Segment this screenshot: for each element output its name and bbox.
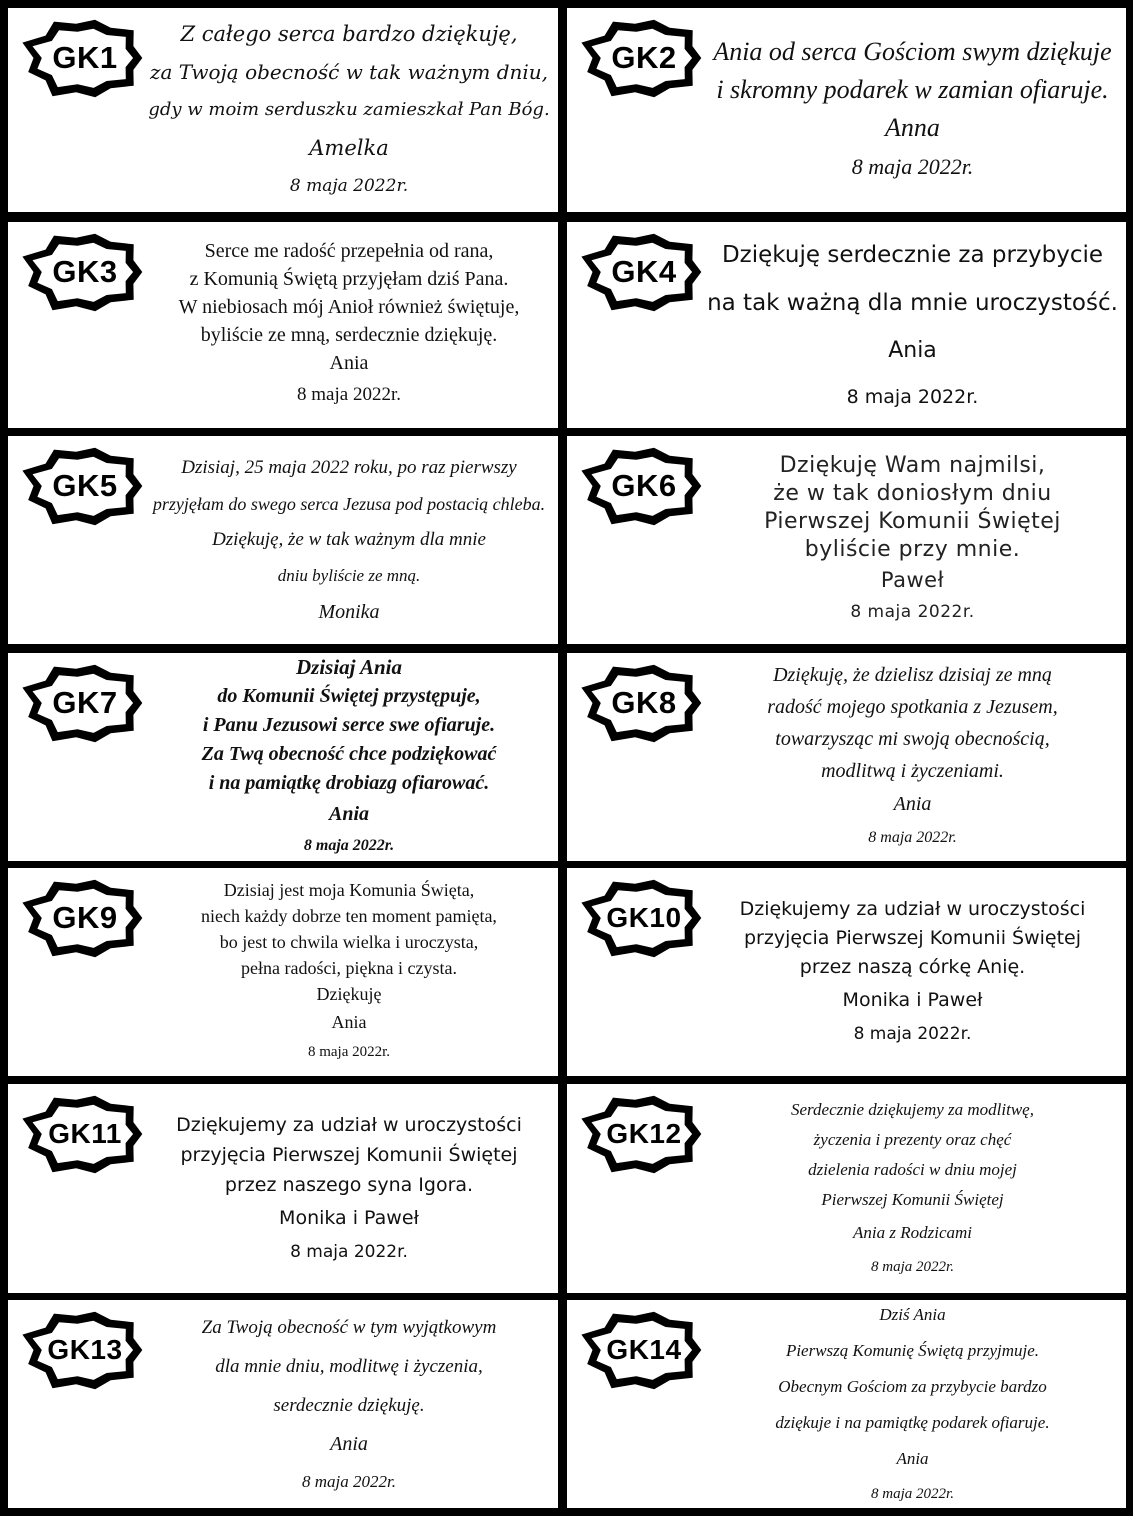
- card-text-line: pełna radości, piękna i czysta.: [241, 958, 457, 978]
- card-text-line: przyjęcia Pierwszej Komunii Świętej: [180, 1143, 518, 1166]
- card-text-line: Monika: [318, 601, 380, 623]
- card-text-line: i Panu Jezusowi serce swe ofiaruje.: [202, 713, 496, 736]
- card-text-line: na tak ważną dla mnie uroczystość.: [707, 290, 1118, 316]
- card-text-line: Ania: [893, 793, 932, 815]
- card-text-line: z Komunią Świętą przyjęłam dziś Pana.: [189, 268, 509, 290]
- card-text-line: i skromny podarek w zamian ofiaruje.: [716, 75, 1109, 104]
- card-text-line: przyjęcia Pierwszej Komunii Świętej: [743, 926, 1082, 949]
- card-text-line: Pierwszą Komunię Świętą przyjmuje.: [785, 1341, 1040, 1360]
- starburst-badge: [579, 14, 709, 102]
- card-code-label: GK6: [611, 468, 677, 503]
- card-code-label: GK2: [611, 40, 677, 75]
- card-text-line: niech każdy dobrze ten moment pamięta,: [201, 906, 497, 926]
- card-date: 8 maja 2022r.: [853, 1023, 972, 1044]
- card-text-line: W niebiosach mój Anioł również świętuje,: [178, 296, 520, 318]
- card-text-line: Obecnym Gościom za przybycie bardzo: [778, 1377, 1047, 1396]
- card-code-label: GK4: [611, 254, 677, 289]
- card-date: 8 maja 2022r.: [297, 384, 401, 405]
- card-text-line: Ania od serca Gościom swym dziękuje: [713, 37, 1112, 66]
- card-code-label: GK3: [52, 254, 118, 289]
- card-text-block: [707, 222, 1118, 428]
- card-code-label: GK5: [52, 468, 118, 503]
- card-gk14: [567, 1300, 1126, 1508]
- card-date: 8 maja 2022r.: [868, 829, 957, 846]
- starburst-badge: [20, 874, 150, 962]
- card-text-line: do Komunii Świętej przystępuje,: [217, 684, 481, 707]
- card-date: 8 maja 2022r.: [289, 176, 409, 196]
- card-text-line: modlitwą i życzeniami.: [821, 760, 1004, 782]
- card-date: 8 maja 2022r.: [871, 1258, 954, 1275]
- card-text-line: Dziękuję serdecznie za przybycie: [721, 242, 1104, 268]
- card-text-block: [707, 436, 1118, 644]
- starburst-badge: [579, 874, 709, 962]
- card-text-line: życzenia i prezenty oraz chęć: [813, 1129, 1012, 1149]
- card-text-line: i na pamiątkę drobiazg ofiarować.: [208, 771, 490, 794]
- card-text-line: Dzisiaj jest moja Komunia Święta,: [223, 880, 475, 900]
- card-code-label: GK8: [611, 685, 677, 720]
- card-text-line: Dzisiaj Ania: [295, 654, 402, 679]
- card-date: 8 maja 2022r.: [302, 1472, 396, 1491]
- card-text-block: [707, 653, 1118, 861]
- card-date: 8 maja 2022r.: [850, 602, 975, 622]
- card-text-line: Ania: [331, 1012, 367, 1032]
- card-gk13: [8, 1300, 558, 1508]
- card-gk12: [567, 1084, 1126, 1293]
- card-text-line: serdecznie dziękuję.: [273, 1395, 425, 1416]
- card-text-block: [148, 653, 550, 861]
- card-text-line: Serce me radość przepełnia od rana,: [204, 240, 494, 262]
- card-gk11: [8, 1084, 558, 1293]
- card-text-line: Za Twoją obecność w tym wyjątkowym: [201, 1317, 497, 1338]
- card-text-block: [148, 222, 550, 428]
- card-text-line: Pierwszej Komunii Świętej: [821, 1189, 1004, 1209]
- starburst-badge: [579, 442, 709, 530]
- card-text-line: przez naszego syna Igora.: [224, 1173, 474, 1196]
- card-text-line: Dziś Ania: [879, 1305, 946, 1324]
- card-text-line: Ania: [329, 352, 369, 374]
- card-text-line: przez naszą córkę Anię.: [799, 955, 1026, 978]
- card-code-label: GK13: [47, 1334, 123, 1365]
- card-date: 8 maja 2022r.: [871, 1486, 954, 1502]
- card-gk4: [567, 222, 1126, 428]
- card-text-block: [148, 1084, 550, 1293]
- card-date: 8 maja 2022r.: [290, 1241, 408, 1262]
- card-text-line: dzielenia radości w dniu mojej: [808, 1159, 1017, 1179]
- starburst-badge: [20, 1306, 150, 1394]
- card-text-line: Serdecznie dziękujemy za modlitwę,: [791, 1099, 1034, 1119]
- card-code-label: GK10: [606, 902, 682, 933]
- card-text-line: Ania z Rodzicami: [853, 1222, 972, 1242]
- card-code-label: GK1: [52, 40, 118, 75]
- card-text-line: Dziękuję, że w tak ważnym dla mnie: [212, 529, 486, 550]
- card-text-line: Dziękuję: [316, 984, 382, 1004]
- card-gk10: [567, 868, 1126, 1076]
- card-text-block: [148, 1300, 550, 1508]
- card-text-line: byliście ze mną, serdecznie dziękuję.: [200, 324, 498, 346]
- card-text-line: Pierwszej Komunii Świętej: [764, 509, 1061, 534]
- card-text-line: Dziękujemy za udział w uroczystości: [176, 1113, 522, 1136]
- card-text-line: towarzysząc mi swoją obecnością,: [775, 728, 1050, 750]
- card-code-label: GK7: [52, 685, 118, 720]
- card-text-line: Z całego serca bardzo dziękuję,: [180, 22, 518, 46]
- card-text-line: radość mojego spotkania z Jezusem,: [767, 696, 1058, 718]
- card-text-line: Ania: [888, 338, 937, 363]
- starburst-badge: [20, 659, 150, 747]
- card-gk1: [8, 8, 558, 212]
- card-code-label: GK12: [606, 1118, 682, 1149]
- card-text-block: [707, 1084, 1118, 1293]
- card-text-line: dla mnie dniu, modlitwę i życzenia,: [215, 1356, 483, 1377]
- card-text-line: Dziękuję Wam najmilsi,: [779, 453, 1046, 478]
- starburst-badge: [20, 1090, 150, 1178]
- starburst-badge: [579, 1090, 709, 1178]
- card-text-block: [148, 868, 550, 1076]
- starburst-badge: [579, 1306, 709, 1394]
- card-code-label: GK11: [48, 1118, 122, 1149]
- card-text-line: Ania: [896, 1449, 929, 1468]
- card-text-line: byliście przy mnie.: [804, 537, 1021, 562]
- card-date: 8 maja 2022r.: [303, 836, 395, 854]
- card-text-line: Monika i Paweł: [279, 1206, 419, 1229]
- card-text-line: Anna: [885, 113, 940, 142]
- starburst-badge: [579, 228, 709, 316]
- starburst-badge: [579, 659, 709, 747]
- card-text-block: [148, 436, 550, 644]
- card-text-line: Ania: [330, 1433, 368, 1455]
- card-gk3: [8, 222, 558, 428]
- card-gk6: [567, 436, 1126, 644]
- card-text-line: Monika i Paweł: [842, 988, 983, 1011]
- card-text-line: gdy w moim serduszku zamieszkał Pan Bóg.: [148, 99, 550, 120]
- card-gk8: [567, 653, 1126, 861]
- card-code-label: GK9: [52, 900, 118, 935]
- card-text-line: że w tak doniosłym dniu: [773, 481, 1052, 506]
- card-text-block: [707, 8, 1118, 212]
- card-text-block: [707, 1300, 1118, 1508]
- starburst-badge: [20, 442, 150, 530]
- starburst-badge: [20, 14, 150, 102]
- card-date: 8 maja 2022r.: [851, 154, 974, 179]
- card-text-line: Paweł: [880, 568, 945, 592]
- card-text-line: Dziękujemy za udział w uroczystości: [739, 897, 1086, 920]
- card-text-line: dniu byliście ze mną.: [277, 566, 421, 585]
- starburst-badge: [20, 228, 150, 316]
- card-code-label: GK14: [606, 1334, 682, 1365]
- card-date: 8 maja 2022r.: [307, 1044, 391, 1060]
- card-text-block: [148, 8, 550, 212]
- card-text-line: Amelka: [309, 136, 389, 160]
- card-text-line: dziękuje i na pamiątkę podarek ofiaruje.: [775, 1413, 1050, 1432]
- card-text-line: Ania: [328, 802, 370, 825]
- card-text-line: Dzisiaj, 25 maja 2022 roku, po raz pierwszy: [181, 457, 517, 478]
- card-text-block: [707, 868, 1118, 1076]
- card-text-line: za Twoją obecność w tak ważnym dniu,: [149, 60, 549, 84]
- card-text-line: Za Twą obecność chce podziękować: [201, 742, 497, 765]
- card-text-line: Dziękuję, że dzielisz dzisiaj ze mną: [773, 664, 1052, 686]
- card-date: 8 maja 2022r.: [846, 386, 979, 408]
- card-gk9: [8, 868, 558, 1076]
- card-gk7: [8, 653, 558, 861]
- card-text-line: przyjęłam do swego serca Jezusa pod postacią chleba.: [152, 494, 546, 514]
- card-gk2: [567, 8, 1126, 212]
- card-text-line: bo jest to chwila wielka i uroczysta,: [219, 932, 479, 952]
- card-gk5: [8, 436, 558, 644]
